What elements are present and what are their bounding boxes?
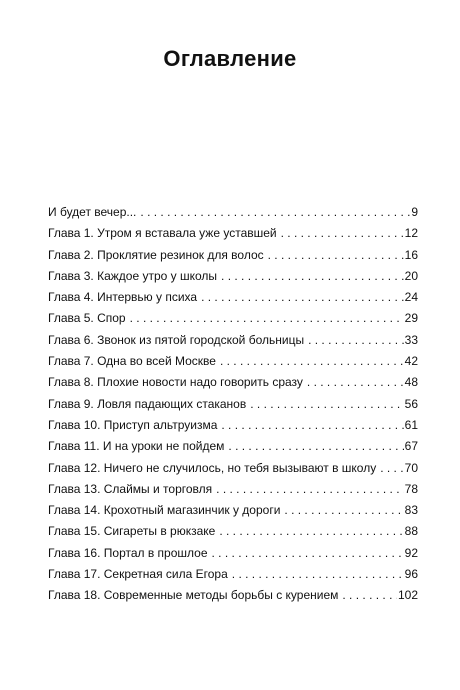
toc-entry: [48, 543, 418, 564]
toc-entry-title: Глава 3. Каждое утро у школы: [48, 268, 218, 283]
toc-entry: [48, 330, 418, 351]
toc-entry: [48, 287, 418, 308]
toc-entry: [48, 521, 418, 542]
toc-entry-title: Глава 15. Сигареты в рюкзаке: [48, 524, 216, 539]
toc-entry: [48, 266, 418, 287]
toc-leader-dots: [232, 564, 404, 585]
toc-leader-dots: [307, 372, 404, 393]
toc-entry-title: Глава 10. Приступ альтруизма: [48, 417, 218, 432]
toc-entry-title: Глава 8. Плохие новости надо говорить сразу: [48, 375, 303, 390]
toc-entry: [48, 223, 418, 244]
toc-entry-title: Глава 4. Интервью у психа: [48, 290, 198, 305]
toc-leader-dots: [228, 436, 403, 457]
toc-entry-page-number: 67: [404, 439, 418, 454]
toc-entry-page-number: 70: [404, 460, 418, 475]
toc-entry: [48, 585, 418, 606]
toc-leader-dots: [219, 521, 403, 542]
toc-entry-page-number: 96: [404, 567, 418, 582]
toc-entry-title: Глава 7. Одна во всей Москве: [48, 354, 216, 369]
toc-leader-dots: [380, 458, 403, 479]
toc-entry-page-number: 48: [404, 375, 418, 390]
toc-entry-title: Глава 9. Ловля падающих стаканов: [48, 396, 247, 411]
toc-leader-dots: [130, 308, 404, 329]
toc-leader-dots: [220, 351, 404, 372]
toc-entry-page-number: 24: [404, 290, 418, 305]
toc-leader-dots: [342, 585, 397, 606]
toc-entry-page-number: 78: [404, 481, 418, 496]
toc-entry-page-number: 61: [404, 417, 418, 432]
toc-entry-page-number: 102: [397, 588, 418, 603]
toc-entry-title: Глава 5. Спор: [48, 311, 126, 326]
toc-entry-title: Глава 14. Крохотный магазинчик у дороги: [48, 503, 281, 518]
toc-entry-title: Глава 12. Ничего не случилось, но тебя вызывают в школу: [48, 460, 377, 475]
toc-entry-title: И будет вечер...: [48, 205, 137, 219]
toc-entry-page-number: 92: [404, 545, 418, 560]
toc-entry-page-number: 12: [404, 226, 418, 241]
toc-leader-dots: [284, 500, 403, 521]
toc-leader-dots: [221, 266, 404, 287]
toc-entry: [48, 351, 418, 372]
toc-entry-title: Глава 2. Проклятие резинок для волос: [48, 247, 264, 262]
toc-leader-dots: [212, 543, 404, 564]
toc-leader-dots: [281, 223, 404, 244]
toc-entry-page-number: 42: [404, 354, 418, 369]
page-title: Оглавление: [163, 46, 297, 71]
toc-entry-page-number: 83: [404, 503, 418, 518]
toc-leader-dots: [268, 245, 404, 266]
toc-leader-dots: [216, 479, 403, 500]
table-of-contents: [48, 202, 418, 607]
toc-entry-page-number: 16: [404, 247, 418, 262]
toc-entry-title: Глава 11. И на уроки не пойдем: [48, 439, 225, 454]
toc-entry: [48, 479, 418, 500]
toc-entry-title: Глава 16. Портал в прошлое: [48, 545, 208, 560]
toc-leader-dots: [250, 394, 403, 415]
toc-entry: [48, 245, 418, 266]
toc-leader-dots: [201, 287, 404, 308]
toc-entry-page-number: 33: [404, 332, 418, 347]
toc-leader-dots: [308, 330, 404, 351]
toc-entry-page-number: 29: [404, 311, 418, 326]
toc-leader-dots: [140, 202, 410, 223]
toc-entry-title: Глава 18. Современные методы борьбы с курением: [48, 588, 339, 603]
toc-entry-page-number: 9: [411, 205, 418, 219]
toc-entry-page-number: 56: [404, 396, 418, 411]
toc-entry: [48, 415, 418, 436]
toc-leader-dots: [221, 415, 403, 436]
toc-entry: [48, 458, 418, 479]
toc-entry: [48, 500, 418, 521]
toc-entry-title: Глава 1. Утром я вставала уже уставшей: [48, 226, 277, 241]
toc-entry-title: Глава 6. Звонок из пятой городской больницы: [48, 332, 305, 347]
toc-entry-title: Глава 17. Секретная сила Егора: [48, 567, 228, 582]
toc-entry: [48, 394, 418, 415]
toc-entry: [48, 202, 418, 223]
toc-entry: [48, 308, 418, 329]
toc-entry-page-number: 88: [404, 524, 418, 539]
toc-entry-title: Глава 13. Слаймы и торговля: [48, 481, 213, 496]
toc-entry-page-number: 20: [404, 268, 418, 283]
toc-entry: [48, 372, 418, 393]
toc-entry: [48, 436, 418, 457]
toc-entry: [48, 564, 418, 585]
